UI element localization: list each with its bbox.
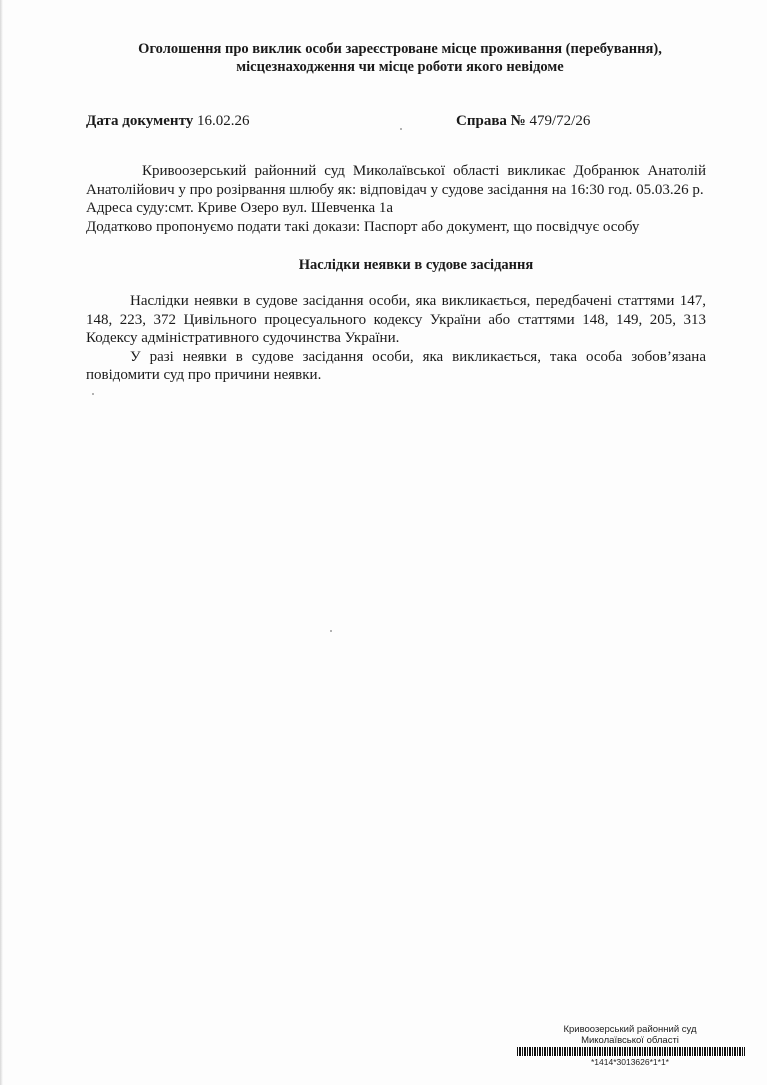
stamp-court-region: Миколаївської області	[581, 1035, 679, 1046]
scan-speck	[330, 630, 332, 632]
scan-speck	[92, 393, 94, 395]
document-title	[80, 40, 720, 76]
court-address: Адреса суду:смт. Криве Озеро вул. Шевченка 1а	[86, 200, 394, 216]
case-value: 479/72/26	[529, 113, 591, 129]
summons-paragraph	[86, 162, 706, 236]
consequences-paragraph-1: Наслідки неявки в судове засідання особи, яка викликається, передбачені статтями 147, 148, 223, 372 Цивільного процесуального кодексу України або статтями 148, 149, 205, 313 Кодексу адміністративного судочинства України.	[86, 293, 706, 346]
case-number	[456, 113, 590, 130]
barcode	[517, 1047, 745, 1056]
stamp-court-name: Кривоозерський районний суд	[563, 1024, 697, 1035]
title-line-2: місцезнаходження чи місце роботи якого невідоме	[236, 59, 564, 75]
evidence-request: Додатково пропонуємо подати такі докази: Паспорт або документ, що посвідчує особу	[86, 218, 640, 235]
date-label: Дата документу	[86, 113, 194, 129]
document-date	[86, 113, 250, 130]
barcode-number: *1414*3013626*1*1*	[591, 1057, 669, 1067]
scan-edge	[0, 0, 3, 1085]
case-label: Справа №	[456, 113, 526, 129]
consequences-section	[86, 292, 706, 385]
summons-line-1: Кривоозерський районний суд Миколаївської області викликає Добранюк Анатолій	[142, 163, 706, 179]
consequences-paragraph-2: У разі неявки в судове засідання особи, яка викликається, така особа зобов’язана повідомити суд про причини неявки.	[86, 348, 706, 383]
scan-speck	[400, 128, 402, 130]
title-line-1: Оголошення про виклик особи зареєстроване місце проживання (перебування),	[138, 41, 662, 57]
consequences-heading: Наслідки неявки в судове засідання	[298, 257, 534, 273]
court-stamp	[515, 1024, 745, 1046]
summons-line-2: Анатолійович у про розірвання шлюбу як: відповідач у судове засідання на 16:30 год. 05.03.26 р.	[86, 181, 704, 198]
date-value: 16.02.26	[197, 113, 250, 129]
